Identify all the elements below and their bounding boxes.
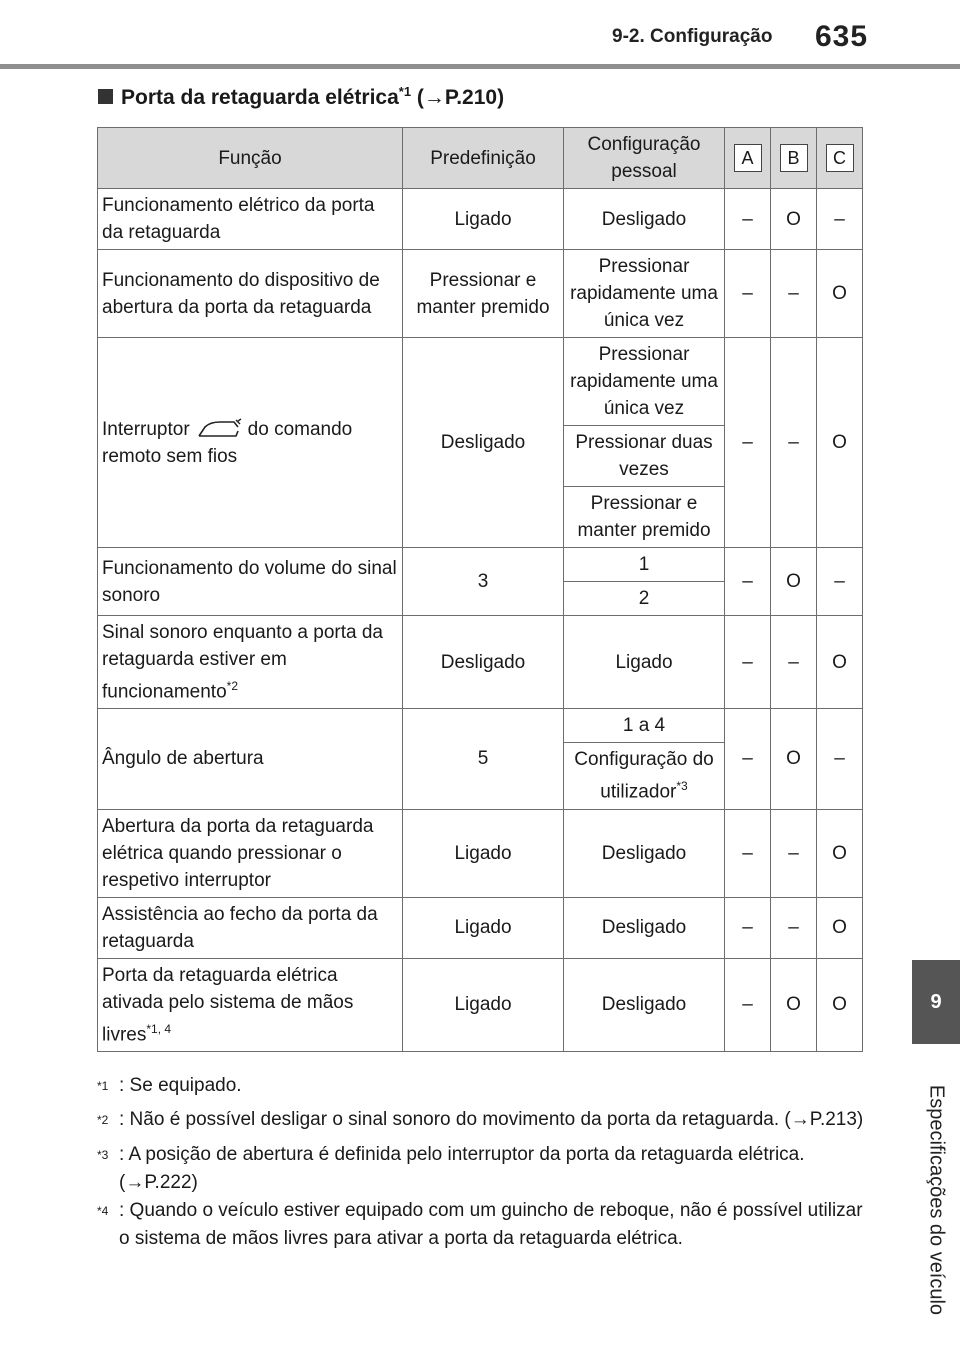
function-cell: Abertura da porta da retaguarda elétrica quando pressionar o respetivo interruptor bbox=[98, 809, 403, 897]
col-header-default: Predefinição bbox=[403, 128, 564, 189]
b-cell: O bbox=[771, 709, 817, 809]
b-cell: O bbox=[771, 958, 817, 1051]
personal-cell: Desligado bbox=[564, 809, 725, 897]
personal-cell bbox=[564, 743, 725, 809]
a-cell: – bbox=[725, 958, 771, 1051]
function-cell bbox=[98, 338, 403, 548]
b-cell: – bbox=[771, 338, 817, 548]
section-header: 9-2. Configuração bbox=[612, 26, 773, 47]
b-cell: – bbox=[771, 616, 817, 709]
default-cell: Pressionar e manter premido bbox=[403, 250, 564, 338]
footnote-mark bbox=[97, 1106, 119, 1140]
page-number: 635 bbox=[815, 20, 869, 53]
function-cell: Funcionamento do dispositivo de abertura da porta da retaguarda bbox=[98, 250, 403, 338]
function-cell: Assistência ao fecho da porta da retaguarda bbox=[98, 897, 403, 958]
footnote bbox=[97, 1072, 867, 1106]
function-text: Porta da retaguarda elétrica ativada pelo sistema de mãos livres bbox=[102, 964, 354, 1045]
c-cell: – bbox=[817, 709, 863, 809]
section-title bbox=[98, 84, 504, 110]
b-cell: O bbox=[771, 189, 817, 250]
footnote bbox=[97, 1197, 867, 1253]
c-cell: – bbox=[817, 189, 863, 250]
function-cell: Ângulo de abertura bbox=[98, 709, 403, 809]
default-cell: Desligado bbox=[403, 616, 564, 709]
chapter-tab bbox=[912, 960, 960, 1044]
personal-cell: 1 a 4 bbox=[564, 709, 725, 743]
personal-cell: Pressionar e manter premido bbox=[564, 487, 725, 548]
c-cell: O bbox=[817, 958, 863, 1051]
personal-text: Configuração do utilizador bbox=[574, 749, 714, 803]
b-cell: – bbox=[771, 250, 817, 338]
a-cell: – bbox=[725, 338, 771, 548]
function-text: Sinal sonoro enquanto a porta da retaguarda estiver em funcionamento bbox=[102, 622, 383, 703]
table-row bbox=[98, 897, 863, 958]
personal-cell: Pressionar rapidamente uma única vez bbox=[564, 338, 725, 426]
a-cell: – bbox=[725, 897, 771, 958]
personal-cell: Ligado bbox=[564, 616, 725, 709]
a-cell: – bbox=[725, 548, 771, 616]
col-header-c bbox=[817, 128, 863, 189]
car-liftgate-icon bbox=[196, 418, 242, 440]
footnote-mark bbox=[97, 1072, 119, 1106]
footnote-mark-text: *2 bbox=[97, 1113, 109, 1128]
a-cell: – bbox=[725, 189, 771, 250]
function-text-pre: Interruptor bbox=[102, 418, 190, 440]
c-cell: O bbox=[817, 338, 863, 548]
header-rule bbox=[0, 64, 960, 69]
function-cell: Funcionamento elétrico da porta da retaguarda bbox=[98, 189, 403, 250]
table-row bbox=[98, 958, 863, 1051]
personal-cell: Desligado bbox=[564, 958, 725, 1051]
footnote-text: : Se equipado. bbox=[119, 1075, 242, 1096]
col-header-b bbox=[771, 128, 817, 189]
col-header-personal: Configuração pessoal bbox=[564, 128, 725, 189]
table-row bbox=[98, 548, 863, 582]
b-cell: O bbox=[771, 548, 817, 616]
footnote-text: : Quando o veículo estiver equipado com um guincho de reboque, não é possível utilizar o sistema de mãos livres para ativar a porta da retaguarda elétrica. bbox=[119, 1199, 863, 1249]
function-text-post: do comando remoto sem fios bbox=[102, 418, 353, 467]
col-label-c: C bbox=[826, 144, 854, 172]
default-cell: Desligado bbox=[403, 338, 564, 548]
table-row bbox=[98, 189, 863, 250]
a-cell: – bbox=[725, 709, 771, 809]
default-cell: Ligado bbox=[403, 189, 564, 250]
c-cell: O bbox=[817, 250, 863, 338]
col-header-function: Função bbox=[98, 128, 403, 189]
default-cell: Ligado bbox=[403, 897, 564, 958]
a-cell: – bbox=[725, 250, 771, 338]
default-cell: 3 bbox=[403, 548, 564, 616]
function-cell: Funcionamento do volume do sinal sonoro bbox=[98, 548, 403, 616]
col-header-a bbox=[725, 128, 771, 189]
function-cell bbox=[98, 616, 403, 709]
footnote bbox=[97, 1141, 867, 1197]
footnote-ref: *2 bbox=[226, 679, 238, 693]
b-cell: – bbox=[771, 897, 817, 958]
footnote-mark-text: *3 bbox=[97, 1147, 109, 1162]
footnote-mark bbox=[97, 1197, 119, 1253]
footnote-text: : A posição de abertura é definida pelo interruptor da porta da retaguarda elétrica. (→P.222) bbox=[119, 1143, 805, 1193]
a-cell: – bbox=[725, 809, 771, 897]
section-title-footnote: *1 bbox=[398, 84, 412, 99]
footnotes bbox=[97, 1072, 867, 1253]
a-cell: – bbox=[725, 616, 771, 709]
footnote-text: : Não é possível desligar o sinal sonoro do movimento da porta da retaguarda. (→P.213) bbox=[119, 1109, 864, 1131]
section-ref: (→P.210) bbox=[416, 86, 505, 109]
table-row bbox=[98, 616, 863, 709]
default-cell: Ligado bbox=[403, 809, 564, 897]
chapter-label: Especificações do veículo bbox=[925, 1084, 948, 1316]
personal-cell: 1 bbox=[564, 548, 725, 582]
table-row bbox=[98, 709, 863, 743]
personal-cell: 2 bbox=[564, 582, 725, 616]
footnote-ref: *1, 4 bbox=[146, 1021, 172, 1036]
default-cell: 5 bbox=[403, 709, 564, 809]
table-row bbox=[98, 809, 863, 897]
personal-cell: Desligado bbox=[564, 897, 725, 958]
bullet-square-icon bbox=[98, 89, 113, 104]
chapter-number: 9 bbox=[930, 990, 942, 1013]
col-label-b: B bbox=[780, 144, 808, 172]
personal-cell: Desligado bbox=[564, 189, 725, 250]
footnote bbox=[97, 1106, 867, 1140]
c-cell: O bbox=[817, 616, 863, 709]
settings-table bbox=[97, 127, 863, 1052]
table-row bbox=[98, 250, 863, 338]
col-label-a: A bbox=[734, 144, 762, 172]
personal-cell: Pressionar rapidamente uma única vez bbox=[564, 250, 725, 338]
section-title-text: Porta da retaguarda elétrica bbox=[121, 86, 399, 109]
b-cell: – bbox=[771, 809, 817, 897]
footnote-mark-text: *4 bbox=[97, 1203, 109, 1218]
table-row bbox=[98, 338, 863, 426]
c-cell: – bbox=[817, 548, 863, 616]
footnote-mark-text: *1 bbox=[97, 1079, 109, 1093]
table-header-row bbox=[98, 128, 863, 189]
footnote-ref: *3 bbox=[676, 779, 688, 794]
c-cell: O bbox=[817, 809, 863, 897]
personal-cell: Pressionar duas vezes bbox=[564, 426, 725, 487]
c-cell: O bbox=[817, 897, 863, 958]
footnote-mark bbox=[97, 1141, 119, 1197]
default-cell: Ligado bbox=[403, 958, 564, 1051]
function-cell bbox=[98, 958, 403, 1051]
